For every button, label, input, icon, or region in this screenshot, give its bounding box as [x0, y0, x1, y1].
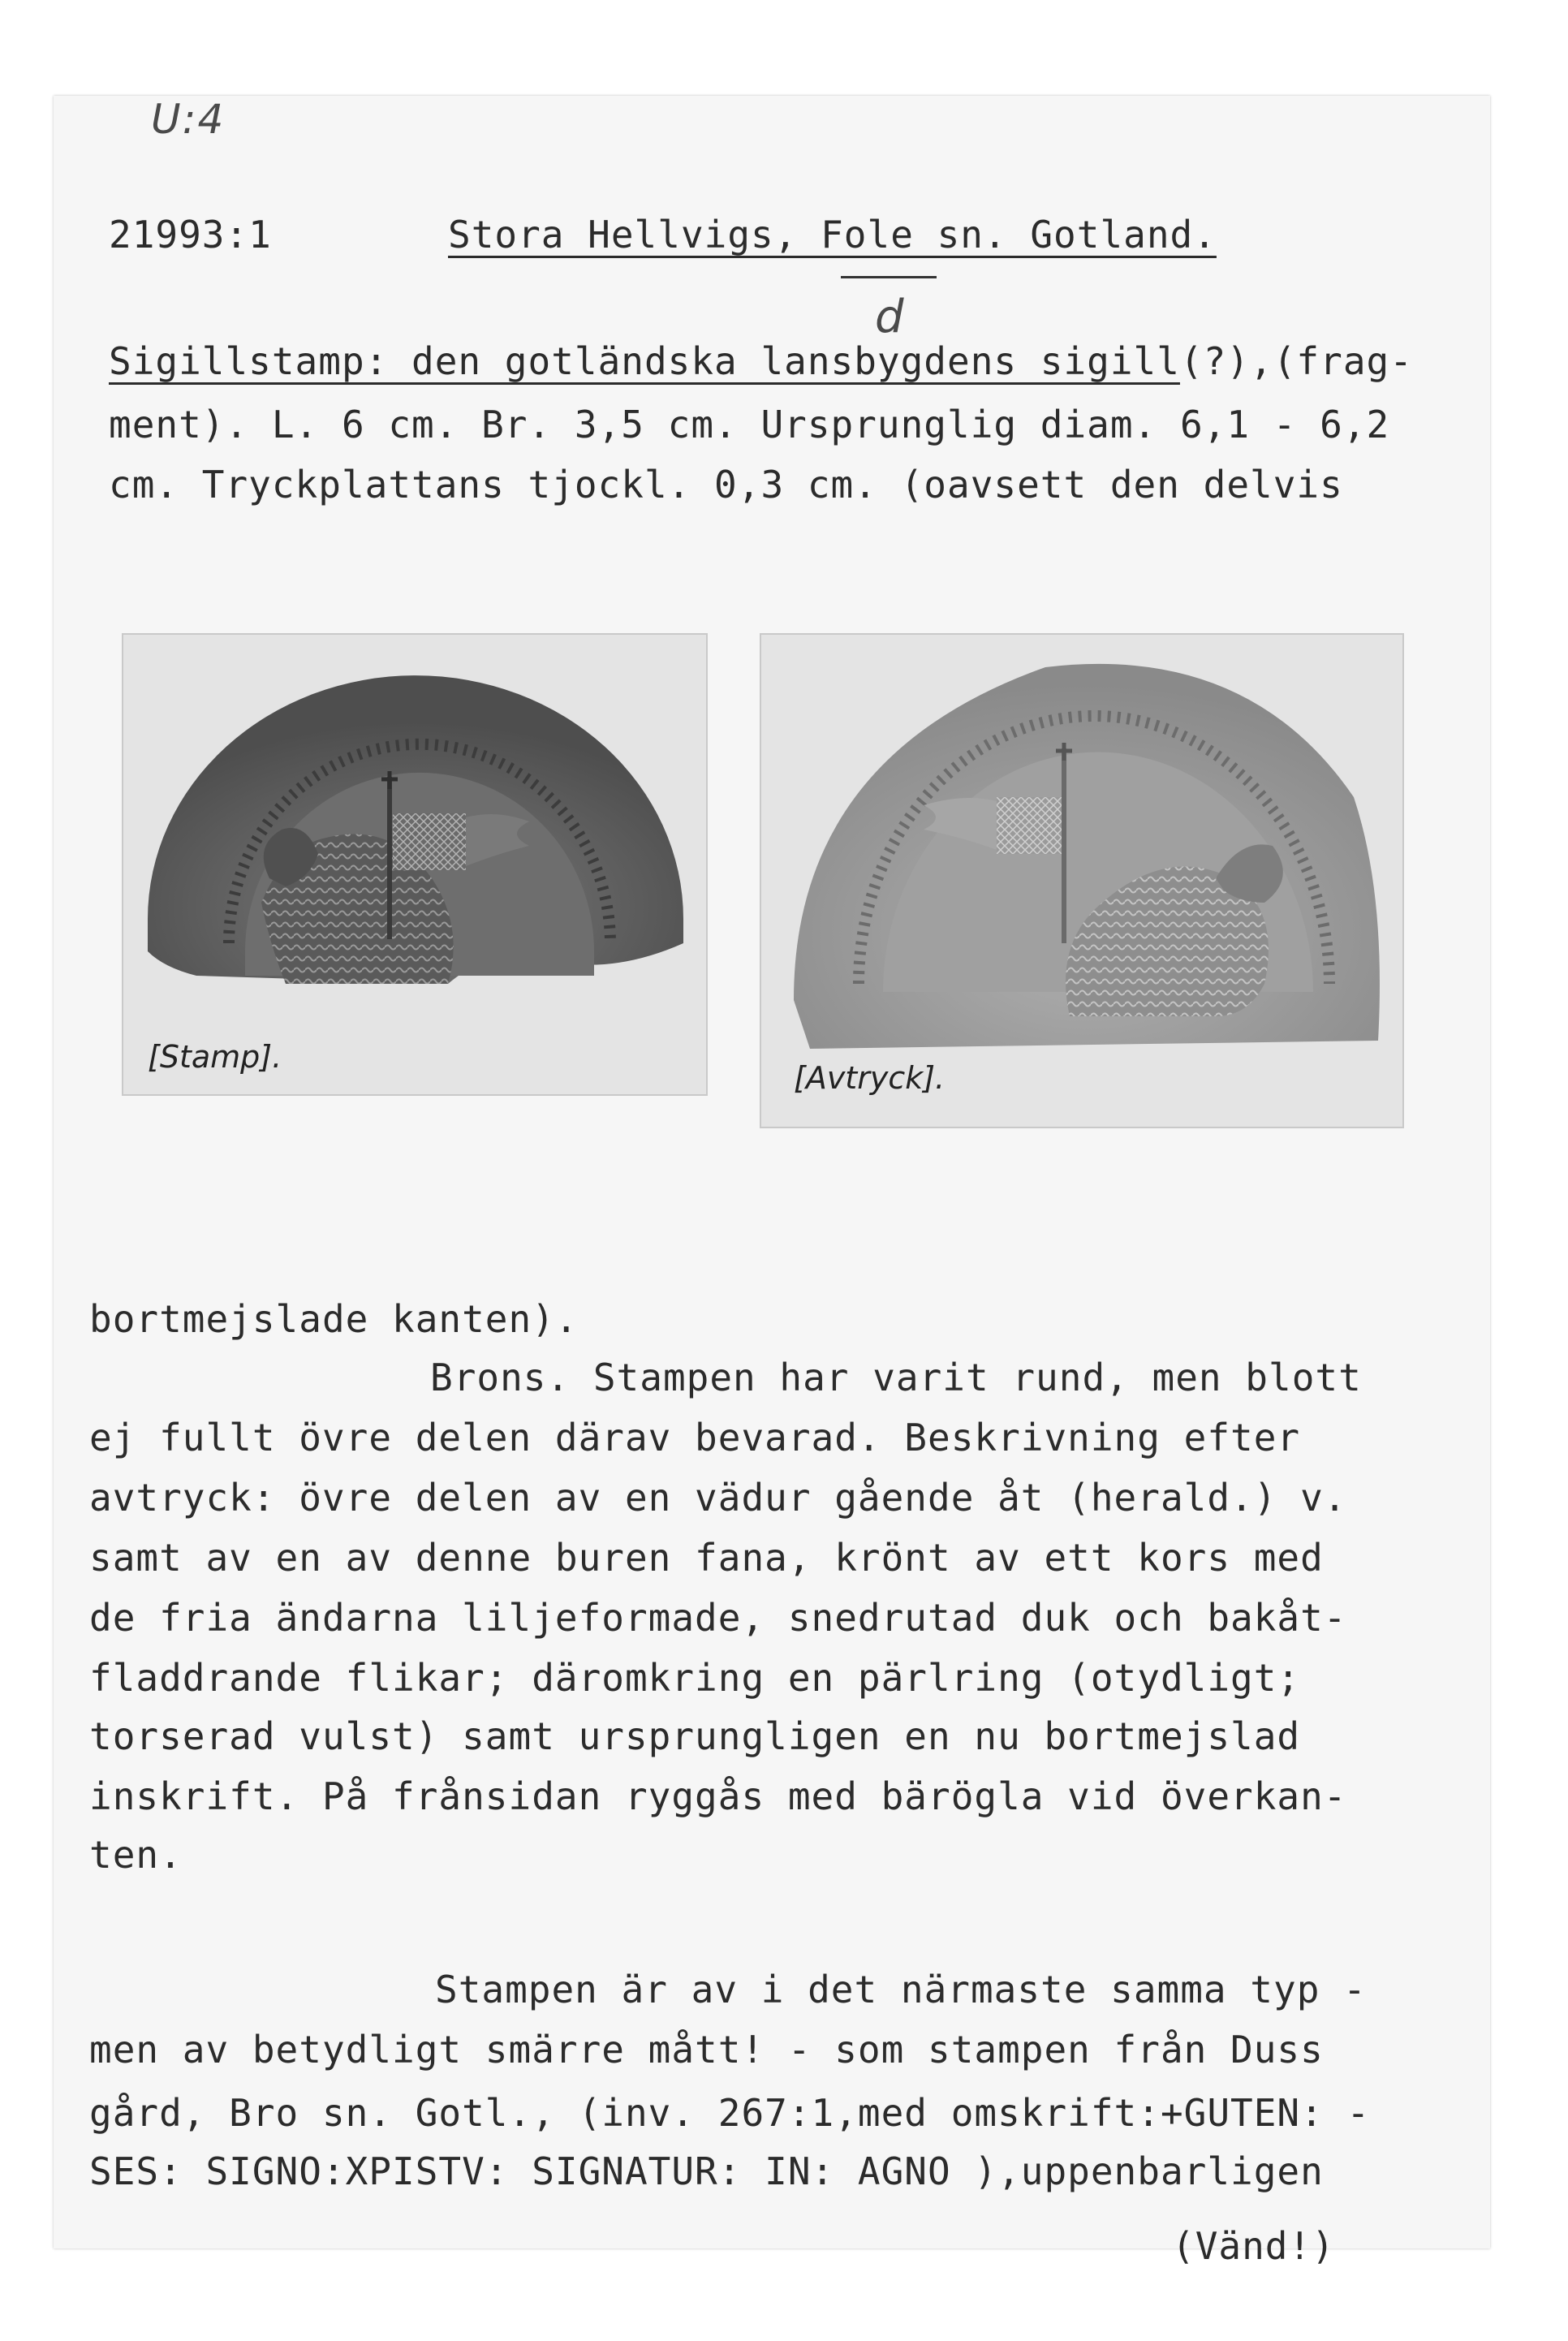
heading-line-1: Sigillstamp: den gotländska lansbygdens sigill(?),(frag- [109, 339, 1413, 383]
body-line-3: ej fullt övre delen därav bevarad. Beskrivning efter [89, 1416, 1301, 1459]
impression-illustration [761, 635, 1402, 1127]
place-title: Stora Hellvigs, Fole sn. Gotland. [448, 213, 1217, 257]
handwritten-correction-mark: d [875, 291, 904, 343]
heading-line-3: cm. Tryckplattans tjockl. 0,3 cm. (oavsett den delvis [109, 463, 1343, 507]
stamp-illustration [123, 635, 706, 1094]
heading-line-2: ment). L. 6 cm. Br. 3,5 cm. Ursprunglig diam. 6,1 - 6,2 [109, 403, 1390, 446]
body-line-12: men av betydligt smärre mått! - som stampen från Duss [89, 2028, 1324, 2072]
inventory-number: 21993:1 [109, 213, 272, 257]
body-line-8: torserad vulst) samt ursprungligen en nu bortmejslad [89, 1714, 1301, 1758]
stamp-photo [122, 633, 708, 1096]
body-line-14: SES: SIGNO:XPISTV: SIGNATUR: IN: AGNO ),uppenbarligen [89, 2149, 1324, 2193]
impression-photo [760, 633, 1404, 1128]
body-line-2: Brons. Stampen har varit rund, men blott [430, 1356, 1362, 1399]
stamp-photo-label: [Stamp]. [148, 1039, 282, 1075]
title-rule [841, 276, 937, 278]
handwritten-corner-note: U:4 [151, 96, 226, 143]
body-line-9: inskrift. På frånsidan ryggås med bärögla vid överkan- [89, 1774, 1347, 1818]
body-line-7: fladdrande flikar; däromkring en pärlring (otydligt; [89, 1656, 1301, 1700]
body-line-5: samt av en av denne buren fana, krönt av ett kors med [89, 1536, 1324, 1580]
turn-over-note: (Vänd!) [1172, 2224, 1335, 2268]
body-line-1: bortmejslade kanten). [89, 1297, 579, 1341]
impression-photo-label: [Avtryck]. [794, 1060, 946, 1096]
body-line-13: gård, Bro sn. Gotl., (inv. 267:1,med omskrift:+GUTEN: - [89, 2091, 1371, 2135]
body-line-4: avtryck: övre delen av en vädur gående åt (herald.) v. [89, 1476, 1347, 1520]
body-line-10: ten. [89, 1833, 183, 1877]
body-line-11: Stampen är av i det närmaste samma typ - [435, 1968, 1367, 2011]
body-line-6: de fria ändarna liljeformade, snedrutad duk och bakåt- [89, 1596, 1347, 1640]
